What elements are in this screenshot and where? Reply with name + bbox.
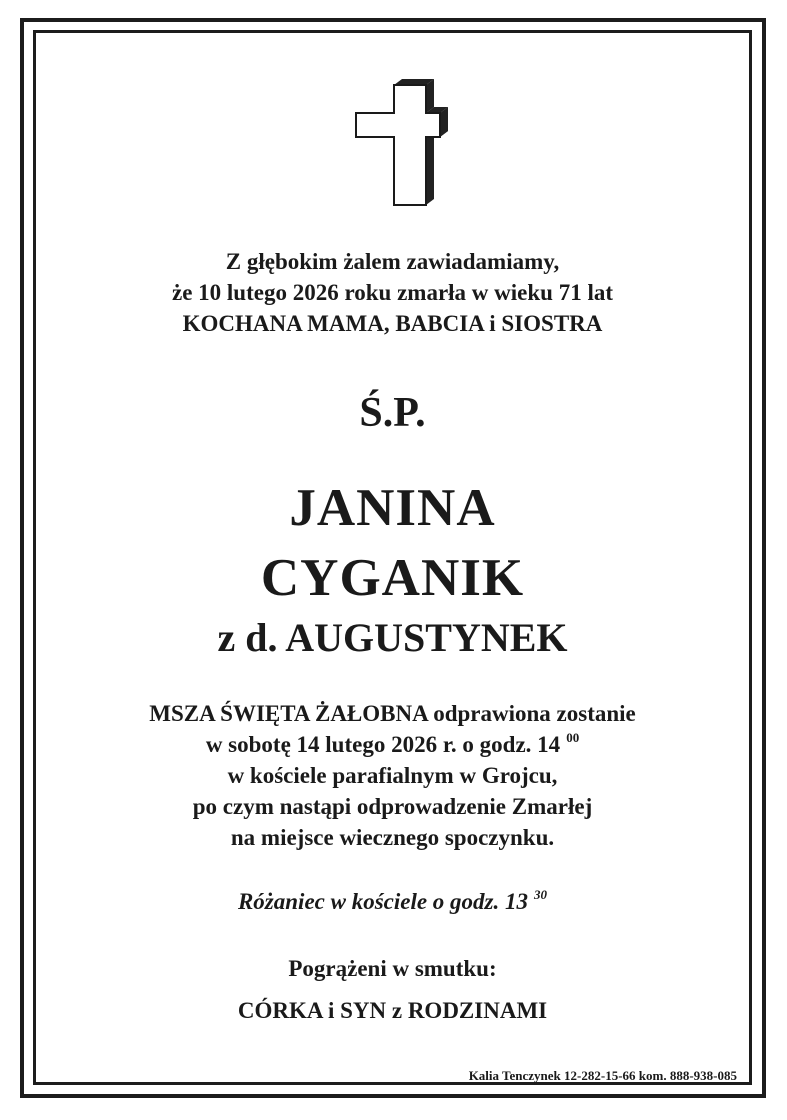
rosary-text: Różaniec w kościele o godz. 13 <box>237 889 529 914</box>
intro-line-2: że 10 lutego 2026 roku zmarła w wieku 71 lat <box>171 280 613 305</box>
mass-time-minutes: 00 <box>566 730 580 745</box>
rosary-time-minutes: 30 <box>534 887 548 902</box>
announcement-intro <box>36 246 749 339</box>
mass-date-time: w sobotę 14 lutego 2026 r. o godz. 14 <box>205 732 561 757</box>
mass-line-3: w kościele parafialnym w Grojcu, <box>227 763 558 788</box>
mass-line-1: MSZA ŚWIĘTA ŻAŁOBNA odprawiona zostanie <box>149 701 636 726</box>
obituary-notice <box>36 33 749 1082</box>
funeral-mass-info <box>36 698 749 853</box>
intro-line-1: Z głębokim żalem zawiadamiamy, <box>225 249 560 274</box>
deceased-maiden-name: z d. AUGUSTYNEK <box>217 615 568 660</box>
funeral-home-contact: Kalia Tenczynek 12-282-15-66 kom. 888-938-085 <box>468 1068 737 1083</box>
deceased-last-name: CYGANIK <box>260 549 525 607</box>
mass-line-4: po czym nastąpi odprowadzenie Zmarłej <box>192 794 593 819</box>
latin-cross-icon <box>354 79 450 207</box>
deceased-prefix: Ś.P. <box>359 390 426 436</box>
intro-line-3: KOCHANA MAMA, BABCIA i SIOSTRA <box>182 311 603 336</box>
mass-line-5: na miejsce wiecznego spoczynku. <box>230 825 555 850</box>
mourners-names: CÓRKA i SYN z RODZINAMI <box>237 998 548 1023</box>
mass-line-2 <box>36 729 749 760</box>
deceased-first-name: JANINA <box>289 479 496 537</box>
mourners-label: Pogrążeni w smutku: <box>288 956 497 981</box>
deceased-name <box>36 473 749 613</box>
rosary-info <box>36 886 749 917</box>
